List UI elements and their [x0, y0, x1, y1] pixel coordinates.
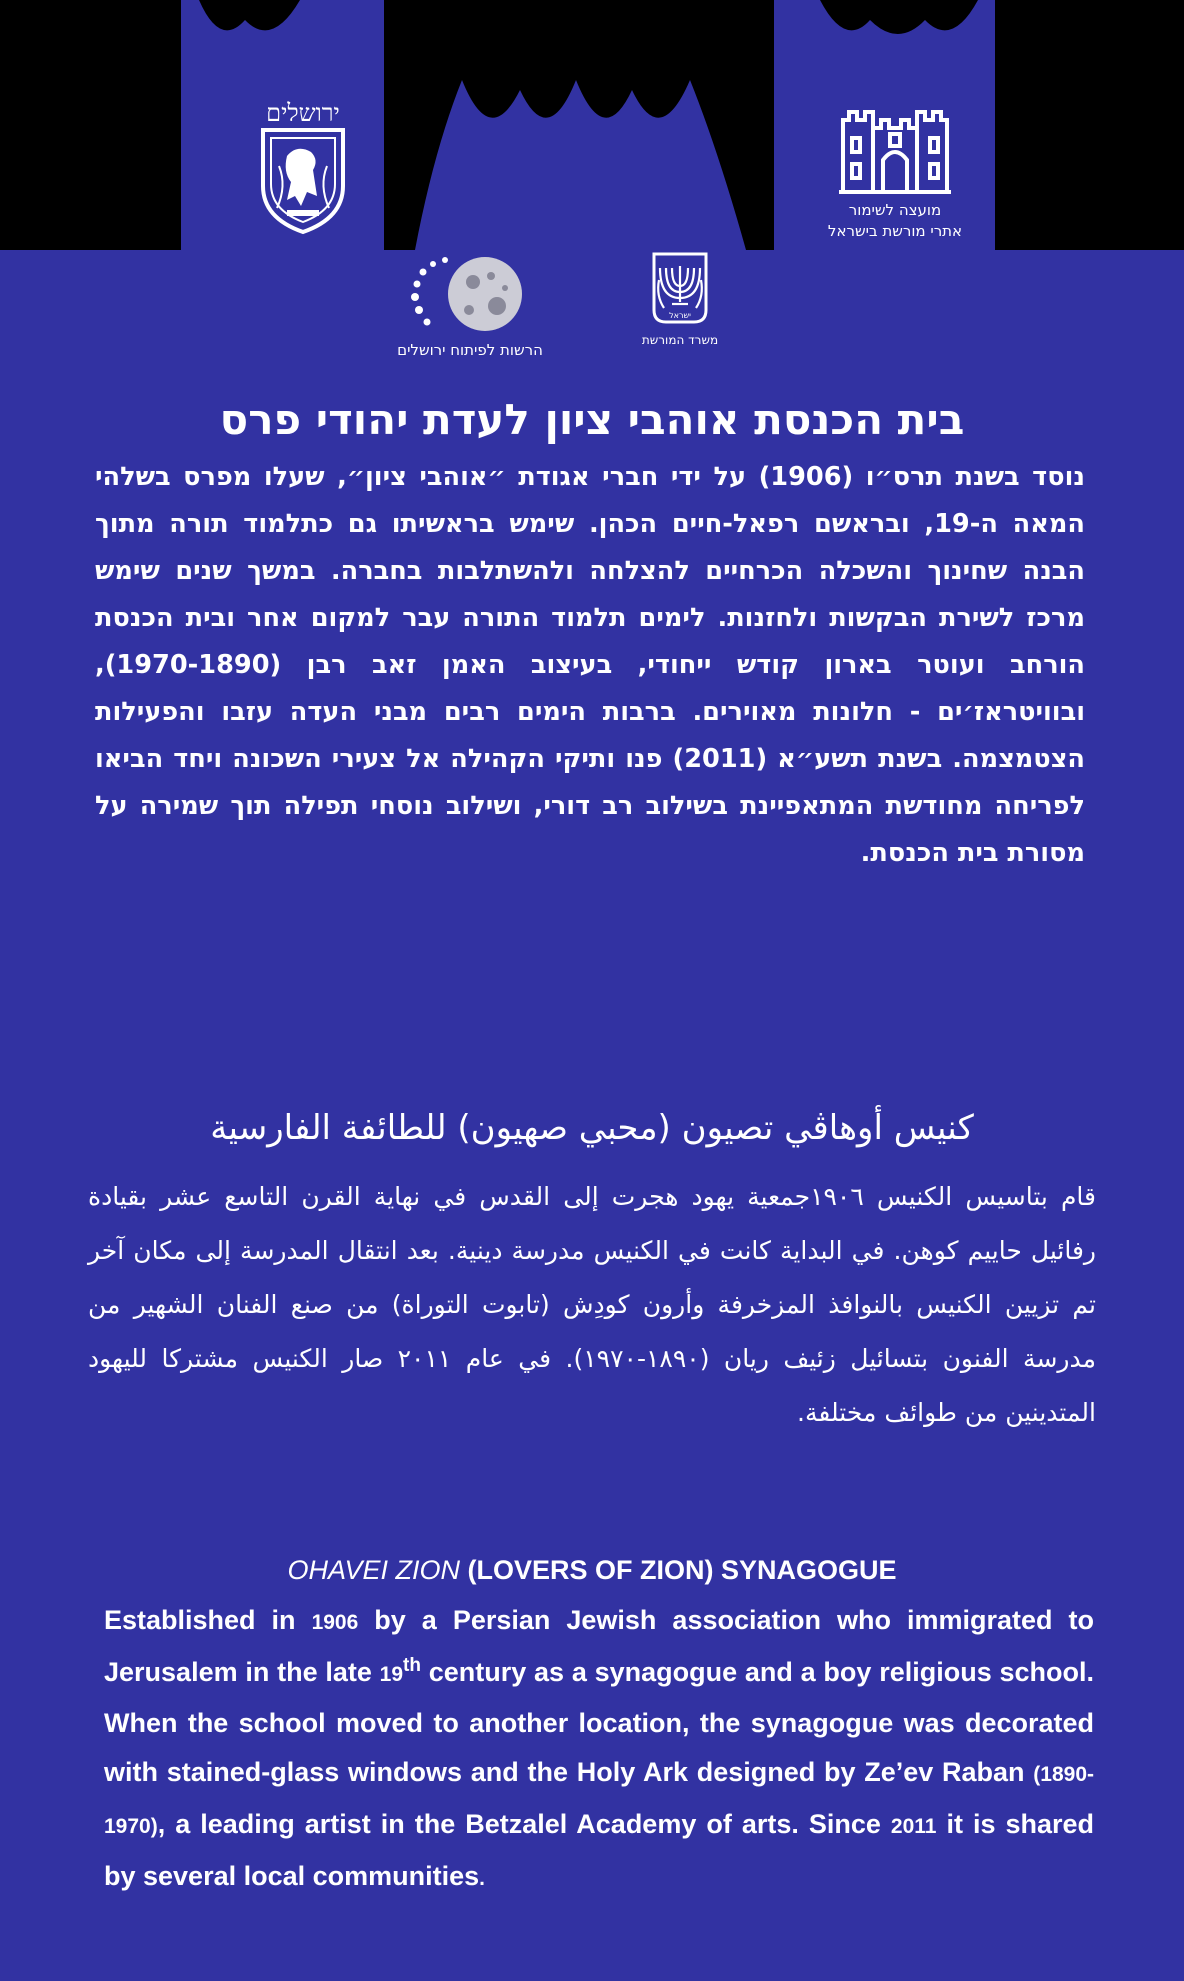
menorah-emblem-icon	[650, 250, 710, 326]
english-body-end: .	[479, 1866, 486, 1890]
fortress-gate-icon	[835, 100, 955, 196]
english-year-2011: 2011	[890, 1814, 937, 1838]
english-body-part5: it is shared by several local communities	[104, 1808, 1094, 1891]
english-body-part1: Established in	[104, 1605, 312, 1635]
english-title	[104, 1553, 1080, 1587]
english-years-range: (1890-1970)	[104, 1763, 1094, 1838]
english-number-19: 19	[379, 1662, 404, 1686]
heritage-ministry-logo	[640, 250, 720, 351]
english-year-1906: 1906	[311, 1611, 359, 1634]
english-body-part3: century as a synagogue and a boy religious school. When the school moved to another location, the synagogue was decorated with stained-glass windows and the Holy Ark designed by Ze’ev Raban	[104, 1656, 1094, 1788]
jerusalem-logo-text: ירושלים	[266, 99, 340, 127]
development-authority-caption: הרשות לפיתוח ירושלים	[397, 341, 543, 359]
english-body-part4: , a leading artist in the Betzalel Academy of arts. Since	[157, 1808, 891, 1839]
english-body-part2: by a Persian Jewish association who immigrated to Jerusalem in the late	[104, 1605, 1095, 1687]
lion-crest-icon	[257, 126, 349, 236]
english-body	[104, 1596, 1094, 1903]
jerusalem-logo	[238, 100, 368, 240]
arabic-title: كنيس أوهاڤي تصيون (محبي صهيون) للطائفة الفارسية	[210, 1108, 974, 1148]
emblem-text: ישראל	[669, 311, 691, 320]
arabic-body: قام بتاسيس الكنيس ١٩٠٦جمعية يهود هجرت إلى القدس في نهاية القرن التاسع عشر بقيادة رفائيل حاييم كوهن. في البداية كانت في الكنيس مدرسة دينية. بعد انتقال المدرسة إلى مكان آخر تم تزيين الكنيس بالنوافذ المزخرفة وأرون كودِش (تابوت التوراة) من صنع الفنان الشهير من مدرسة الفنون بتسائيل زئيف ريان (١٨٩٠-١٩٧٠). في عام ٢٠١١ صار الكنيس مشتركا لليهود المتدينين من طوائف مختلفة.	[88, 1182, 1096, 1427]
hebrew-title: בית הכנסת אוהבי ציון לעדת יהודי פרס	[219, 395, 965, 444]
moon-dots-icon	[395, 252, 545, 336]
english-title-rest: (LOVERS OF ZION) SYNAGOGUE	[460, 1555, 897, 1585]
hebrew-body: נוסד בשנת תרס״ו (1906) על ידי חברי אגודת ״אוהבי ציון״, שעלו מפרס בשלהי המאה ה-19, ובראשם רפאל-חיים הכהן. שימש בראשיתו גם כתלמוד תורה מתוך הבנה שחינוך והשכלה הכרחיים להצלחה ולהשתלבות בחברה. במשך שנים שימש מרכז לשירת הבקשות ולחזנות. לימים תלמוד התורה עבר למקום אחר ובית הכנסת הורחב ועוטר בארון קודש ייחודי, בעיצוב האמן זאב רבן (1970-1890), ובוויטראז׳ים - חלונות מאוירים. ברבות הימים רבים מבני העדה עזבו והפעילות הצטמצמה. בשנת תשע״א (2011) פנו ותיקי הקהילה אל צעירי השכונה ויחד הביאו לפריחה מחודשת המתאפיינת בשילוב רב דורי, ושילוב נוסחי תפילה תוך שמירה על מסורת בית הכנסת.	[95, 462, 1085, 868]
preservation-council-logo	[790, 100, 1000, 242]
english-superscript-th: th	[403, 1654, 421, 1676]
development-authority-logo	[370, 252, 570, 361]
english-title-italic: OHAVEI ZION	[287, 1555, 460, 1585]
heritage-ministry-caption: משרד המורשת	[641, 333, 719, 347]
council-caption-line1: מועצה לשימור	[848, 201, 942, 219]
council-caption-line2: אתרי מורשת בישראל	[827, 222, 963, 240]
